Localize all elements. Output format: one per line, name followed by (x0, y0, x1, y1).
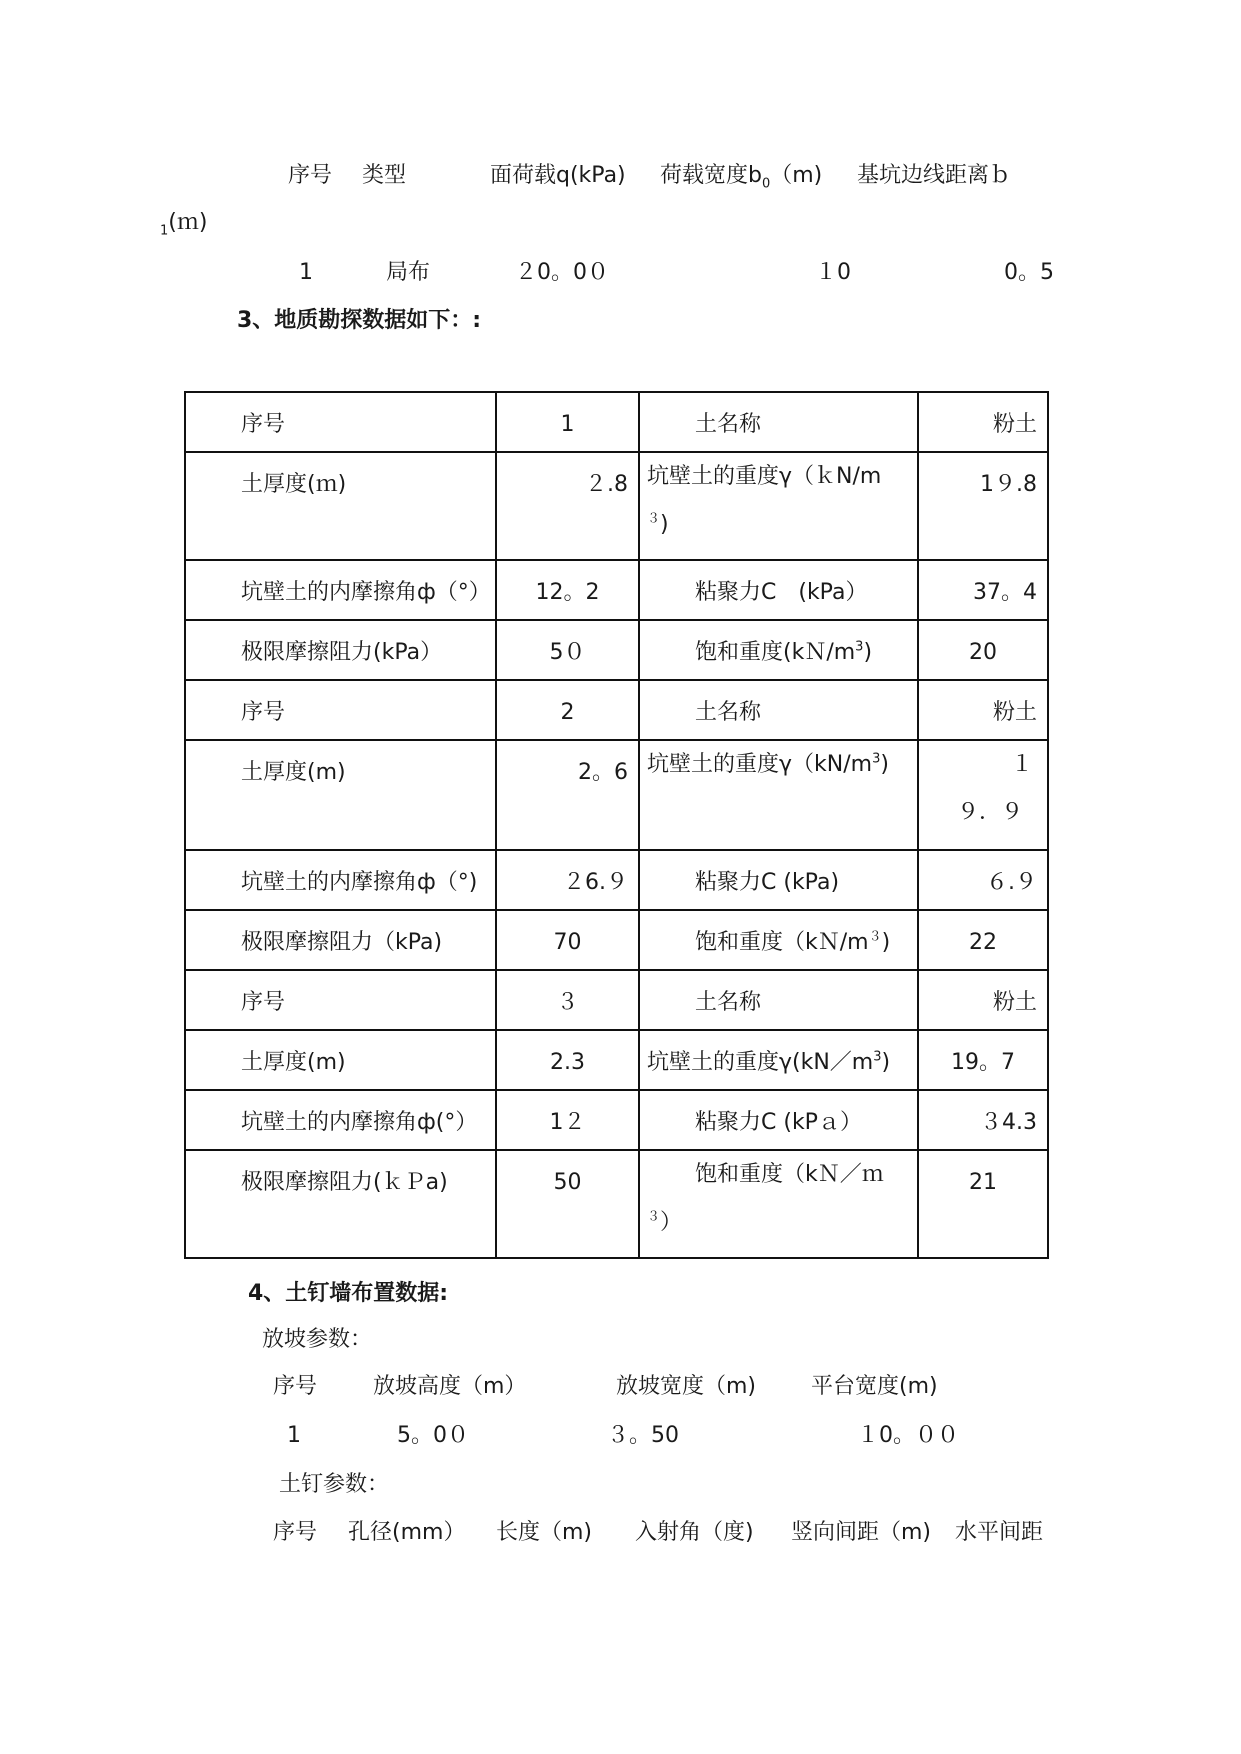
table-row (185, 970, 1048, 1030)
seq-label: 序号 (241, 990, 286, 1015)
slope-row-seq: 1 (287, 1423, 301, 1448)
load-row-type: 局布 (386, 260, 431, 285)
table-row (185, 740, 1048, 850)
saturated-weight-value: 21 (969, 1170, 997, 1195)
load-header-distance: 基坑边线距离ｂ (857, 163, 1012, 188)
table-row (185, 1150, 1048, 1258)
load-row-distance: 0。5 (1004, 260, 1054, 285)
unit-weight-sup: ３ (647, 511, 661, 527)
load-header-distance-unit: (ｍ) (168, 210, 208, 235)
unit-weight-tail: ) (881, 1050, 891, 1075)
slope-header-height: 放坡高度（m） (373, 1374, 527, 1399)
section-3-title: 3、地质勘探数据如下：: (237, 308, 482, 333)
unit-weight-label (640, 1031, 917, 1074)
thickness-value: ２.8 (585, 472, 628, 497)
seq-label: 序号 (241, 700, 286, 725)
soil-name-value: 粉土 (992, 700, 1037, 725)
load-header-distance-sub: 1 (160, 223, 169, 239)
thickness-label: 土厚度(ｍ) (241, 472, 347, 497)
thickness-label: 土厚度(m) (241, 1050, 346, 1075)
table-row (185, 910, 1048, 970)
load-header-type: 类型 (362, 163, 407, 188)
nail-header-length: 长度（m) (496, 1520, 593, 1545)
table-row (185, 452, 1048, 560)
unit-weight-tail: ) (660, 512, 669, 537)
friction-angle-value: ２6.９ (563, 870, 628, 895)
table-row (185, 850, 1048, 910)
unit-weight-value-line1: １ (1011, 752, 1034, 777)
seq-value: 2 (560, 700, 575, 725)
table-row (185, 680, 1048, 740)
friction-angle-value: 1２ (549, 1110, 586, 1135)
saturated-weight-label (640, 621, 917, 664)
load-header-width-sub: 0 (761, 176, 771, 192)
unit-weight-label-text: 坑壁土的重度γ(kN／m (647, 1050, 874, 1075)
table-row (185, 392, 1048, 452)
cohesion-label: 粘聚力C (kPa) (695, 870, 840, 895)
saturated-weight-tail: ) (863, 640, 873, 665)
slope-header-seq: 序号 (273, 1374, 318, 1399)
saturated-weight-value: 20 (969, 640, 997, 665)
load-header-width-unit: （m) (770, 163, 823, 188)
limit-friction-label: 极限摩擦阻力（kPa) (241, 930, 443, 955)
friction-angle-label: 坑壁土的内摩擦角ф（°) (241, 870, 478, 895)
nail-header-diameter: 孔径(mm） (348, 1520, 466, 1545)
saturated-weight-sup: ３ (868, 929, 882, 945)
unit-weight-label (640, 453, 917, 549)
soil-name-value: 粉土 (992, 412, 1037, 437)
saturated-weight-label-text: 饱和重度（kＮ／ｍ (695, 1162, 884, 1187)
load-header-width-label: 荷载宽度b (660, 163, 762, 188)
saturated-weight-tail: ） (660, 1210, 683, 1235)
limit-friction-value: 5０ (549, 640, 586, 665)
table-row (185, 620, 1048, 680)
table-row (185, 1090, 1048, 1150)
cohesion-label: 粘聚力C (kPａ） (695, 1110, 862, 1135)
limit-friction-label: 极限摩擦阻力(ｋＰa) (241, 1170, 448, 1195)
section-4-title: 4、土钉墙布置数据: (248, 1281, 449, 1306)
nail-header-angle: 入射角（度) (635, 1520, 754, 1545)
load-header-q: 面荷载q(kPa) (490, 163, 626, 188)
friction-angle-label: 坑壁土的内摩擦角ф（°） (241, 580, 491, 605)
soil-name-value: 粉土 (992, 990, 1037, 1015)
unit-weight-sup: 3 (873, 1049, 882, 1065)
load-header-distance-cont (160, 210, 208, 239)
cohesion-value: 37。4 (973, 580, 1037, 605)
slope-header-width: 放坡宽度（m) (616, 1374, 757, 1399)
slope-header-platform: 平台宽度(m) (811, 1374, 938, 1399)
unit-weight-value (919, 741, 1047, 837)
saturated-weight-sup: 3 (855, 639, 864, 655)
load-row-q: ２0。0０ (515, 260, 609, 285)
saturated-weight-label-text: 饱和重度（kＮ/m (695, 930, 869, 955)
saturated-weight-label-text: 饱和重度(kＮ/m (695, 640, 856, 665)
cohesion-label: 粘聚力C (kPa） (695, 580, 868, 605)
nail-header-hspacing: 水平间距 (955, 1520, 1044, 1545)
nail-header-seq: 序号 (273, 1520, 318, 1545)
geology-table (184, 391, 1049, 1259)
unit-weight-label-text: 坑壁土的重度γ（ｋN/m (647, 464, 882, 489)
nail-title: 土钉参数： (279, 1472, 390, 1497)
saturated-weight-label (640, 911, 917, 954)
thickness-value: 2.3 (550, 1050, 585, 1075)
slope-row-platform: １0。００ (857, 1423, 959, 1448)
cohesion-value: ３4.3 (980, 1110, 1037, 1135)
unit-weight-value-line2: ９．９ (957, 800, 1024, 825)
unit-weight-value: 19。7 (951, 1050, 1015, 1075)
thickness-value: 2。6 (578, 760, 628, 785)
seq-label: 序号 (241, 412, 286, 437)
load-row-seq: 1 (299, 260, 313, 285)
slope-title: 放坡参数： (262, 1327, 373, 1352)
load-row-width: １0 (815, 260, 851, 285)
limit-friction-value: 70 (553, 930, 582, 955)
nail-header-vspacing: 竖向间距（m) (791, 1520, 932, 1545)
table-row (185, 1030, 1048, 1090)
thickness-label: 土厚度(m) (241, 760, 346, 785)
saturated-weight-tail: ) (881, 930, 891, 955)
cohesion-value: ６.９ (986, 870, 1037, 895)
unit-weight-label (640, 741, 917, 789)
load-header-seq: 序号 (288, 163, 333, 188)
load-header-width (660, 163, 823, 192)
saturated-weight-label (640, 1151, 917, 1247)
soil-name-label: 土名称 (695, 990, 762, 1015)
friction-angle-label: 坑壁土的内摩擦角ф(°） (241, 1110, 478, 1135)
soil-name-label: 土名称 (695, 412, 762, 437)
saturated-weight-sup: ３ (647, 1209, 661, 1225)
limit-friction-value: 50 (553, 1170, 582, 1195)
limit-friction-label: 极限摩擦阻力(kPa） (241, 640, 443, 665)
seq-value: ３ (556, 990, 579, 1015)
slope-row-width: ３。50 (607, 1423, 679, 1448)
table-row (185, 560, 1048, 620)
unit-weight-sup: 3 (872, 751, 881, 767)
friction-angle-value: 12。2 (535, 580, 600, 605)
unit-weight-tail: ) (880, 752, 889, 777)
saturated-weight-value: 22 (969, 930, 997, 955)
unit-weight-value: 1９.8 (980, 472, 1037, 497)
soil-name-label: 土名称 (695, 700, 762, 725)
seq-value: 1 (560, 412, 575, 437)
unit-weight-label-text: 坑壁土的重度γ（kN/m (647, 752, 873, 777)
slope-row-height: 5。0０ (397, 1423, 469, 1448)
